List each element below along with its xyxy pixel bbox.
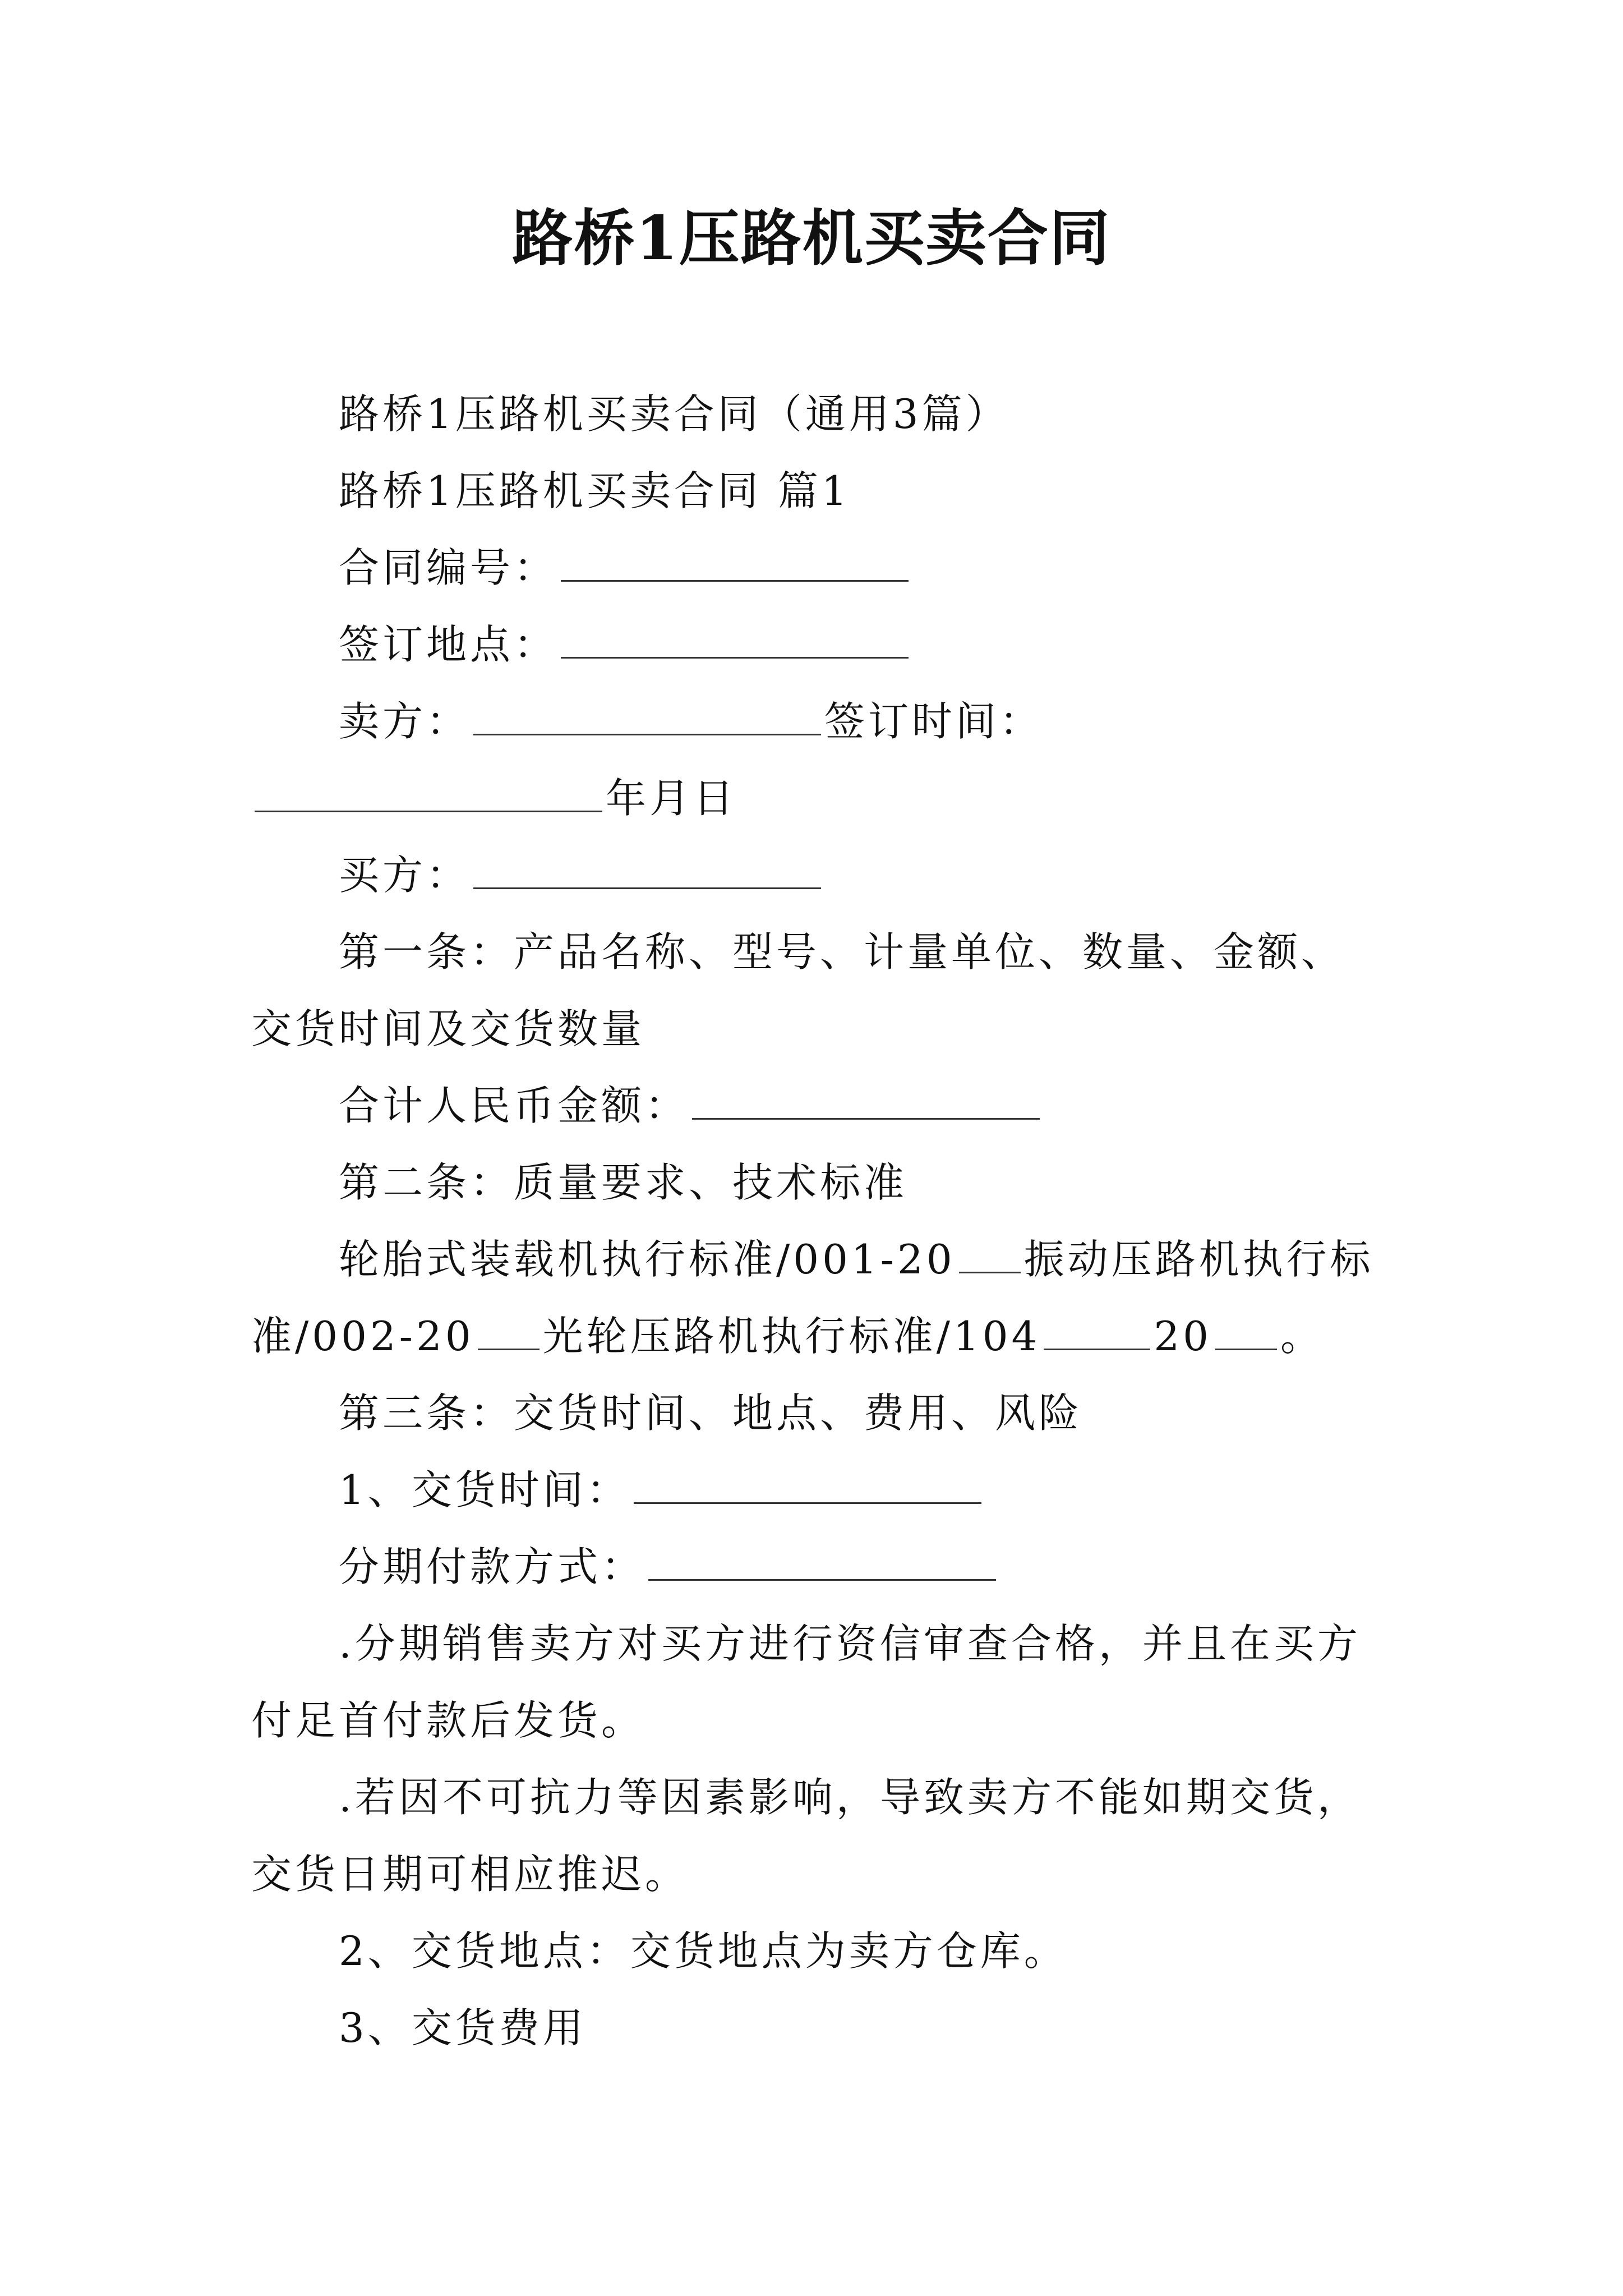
buyer-blank[interactable]: [473, 848, 821, 889]
sign-place-line: [251, 606, 1380, 683]
buyer-line: [251, 837, 1380, 914]
sign-place-blank[interactable]: [561, 618, 909, 659]
standard-loader-year-blank[interactable]: [959, 1232, 1021, 1273]
delivery-cost: 3、交货费用: [339, 2004, 587, 2051]
sign-time-label: 签订时间：: [824, 698, 1044, 745]
delivery-time-blank[interactable]: [634, 1463, 981, 1504]
seller-blank[interactable]: [473, 694, 821, 735]
sign-time-blank[interactable]: [255, 771, 602, 812]
seller-line: [251, 683, 1380, 837]
contract-no-label: 合同编号：: [339, 544, 558, 591]
date-suffix: 年月日: [606, 775, 737, 822]
standard-vibratory-year-blank[interactable]: [478, 1309, 540, 1350]
delivery-time-label: 1、交货时间：: [339, 1466, 630, 1513]
installment-label: 分期付款方式：: [339, 1543, 645, 1590]
sign-place-label: 签订地点：: [339, 621, 558, 668]
article-3: 第三条：交货时间、地点、费用、风险: [339, 1389, 1083, 1437]
contract-no-blank[interactable]: [561, 541, 909, 582]
delivery-time-line: [251, 1452, 1380, 1529]
standard-vibratory-roller: 振动压路机执行标准/002-20: [251, 1236, 1374, 1360]
installment-note-2: .若因不可抗力等因素影响，导致卖方不能如期交货，交货日期可相应推迟。: [251, 1774, 1361, 1898]
total-amount-blank[interactable]: [692, 1079, 1040, 1120]
standards-paragraph: [251, 1221, 1380, 1375]
standard-static-year-blank[interactable]: [1215, 1309, 1277, 1350]
total-amount-label: 合计人民币金额：: [339, 1082, 689, 1129]
installment-line: [251, 1529, 1380, 1605]
total-amount-line: [251, 1068, 1380, 1144]
delivery-place: 2、交货地点：交货地点为卖方仓库。: [339, 1927, 1068, 1975]
section-heading: 路桥1压路机买卖合同 篇1: [339, 467, 851, 514]
seller-label: 卖方：: [339, 698, 471, 745]
installment-note-1: .分期销售卖方对买方进行资信审查合格，并且在买方付足首付款后发货。: [251, 1620, 1361, 1744]
standard-loader: 轮胎式装载机执行标准/001-20: [339, 1236, 956, 1283]
standards-end: 。: [1280, 1313, 1324, 1360]
article-1: 第一条：产品名称、型号、计量单位、数量、金额、交货时间及交货数量: [251, 928, 1345, 1052]
standard-static-year: 20: [1154, 1313, 1212, 1360]
document-body: [251, 376, 1380, 2067]
standard-static-roller: 光轮压路机执行标准/104: [542, 1313, 1041, 1360]
article-2: 第二条：质量要求、技术标准: [339, 1159, 908, 1206]
contract-no-line: [251, 530, 1380, 606]
standard-static-number-blank[interactable]: [1044, 1309, 1150, 1350]
subtitle: 路桥1压路机买卖合同（通用3篇）: [339, 390, 1009, 438]
buyer-label: 买方：: [339, 852, 471, 899]
document-title: 路桥1压路机买卖合同: [512, 203, 1111, 274]
installment-blank[interactable]: [648, 1540, 996, 1581]
